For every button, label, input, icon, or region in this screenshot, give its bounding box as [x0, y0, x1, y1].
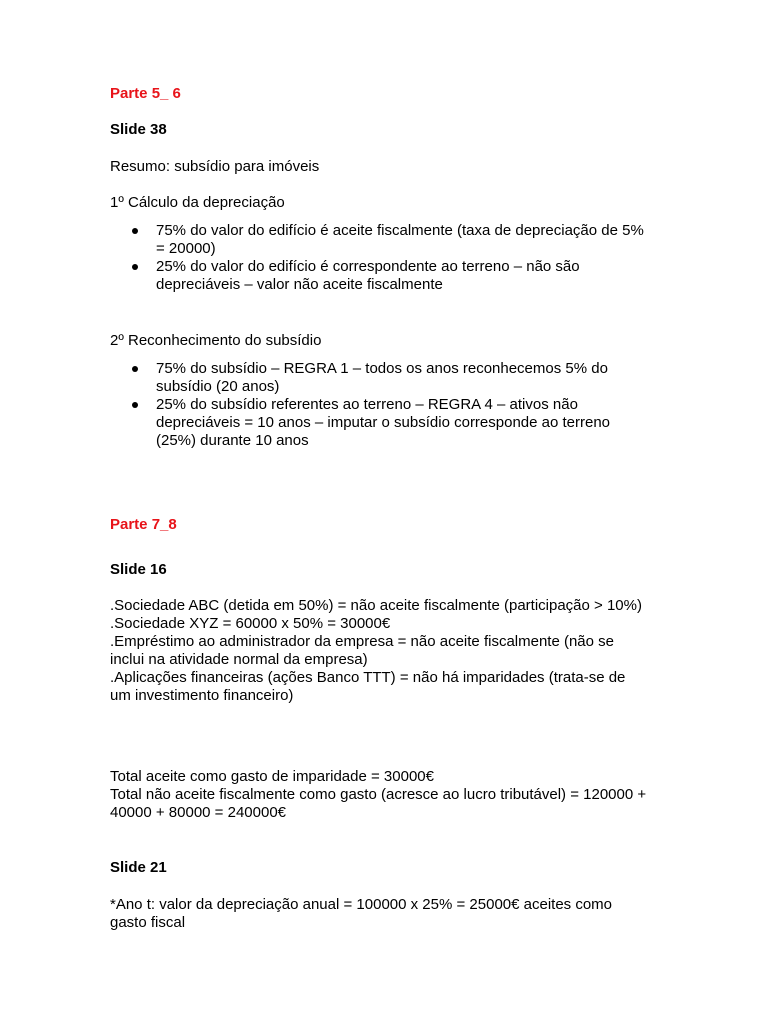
list-item: 25% do valor do edifício é correspondente ao terreno – não são depreciáveis – valor não aceite fiscalmente — [110, 258, 650, 294]
slide-38-title: Slide 38 — [110, 121, 167, 138]
part-heading-5-6: Parte 5_ 6 — [110, 85, 181, 102]
part-heading-7-8: Parte 7_8 — [110, 516, 177, 533]
slide-16-line: .Empréstimo ao administrador da empresa = não aceite fiscalmente (não se inclui na atividade normal da empresa) — [110, 633, 615, 668]
slide-21-title: Slide 21 — [110, 859, 167, 876]
bullet-icon — [132, 228, 138, 234]
slide-16-line: .Aplicações financeiras (ações Banco TTT) = não há imparidades (trata-se de um investimento financeiro) — [110, 669, 626, 704]
list-item: 75% do subsídio – REGRA 1 – todos os anos reconhecemos 5% do subsídio (20 anos) — [110, 360, 650, 396]
section-subsidy-title: 2º Reconhecimento do subsídio — [110, 332, 322, 349]
slide-16-lines — [110, 597, 650, 705]
slide-16-line: .Sociedade ABC (detida em 50%) = não aceite fiscalmente (participação > 10%) — [110, 597, 642, 614]
bullet-icon — [132, 264, 138, 270]
total-accepted: Total aceite como gasto de imparidade = 30000€ — [110, 768, 434, 785]
bullet-icon — [132, 366, 138, 372]
subsidy-bullet-list — [110, 360, 650, 450]
slide-21-text: *Ano t: valor da depreciação anual = 100000 x 25% = 25000€ aceites como gasto fiscal — [110, 896, 613, 931]
total-not-accepted: Total não aceite fiscalmente como gasto (acresce ao lucro tributável) = 120000 + 40000 + 80000 = 240000€ — [110, 786, 647, 821]
section-depreciation-title: 1º Cálculo da depreciação — [110, 194, 285, 211]
summary-text: Resumo: subsídio para imóveis — [110, 158, 320, 175]
list-item: 25% do subsídio referentes ao terreno – REGRA 4 – ativos não depreciáveis = 10 anos – imputar o subsídio corresponde ao terreno (25%) durante 10 anos — [110, 396, 650, 450]
bullet-icon — [132, 402, 138, 408]
list-item: 75% do valor do edifício é aceite fiscalmente (taxa de depreciação de 5% = 20000) — [110, 222, 650, 258]
depreciation-bullet-list — [110, 222, 650, 294]
slide-16-totals — [110, 768, 650, 822]
slide-16-title: Slide 16 — [110, 561, 167, 578]
slide-16-line: .Sociedade XYZ = 60000 x 50% = 30000€ — [110, 615, 391, 632]
